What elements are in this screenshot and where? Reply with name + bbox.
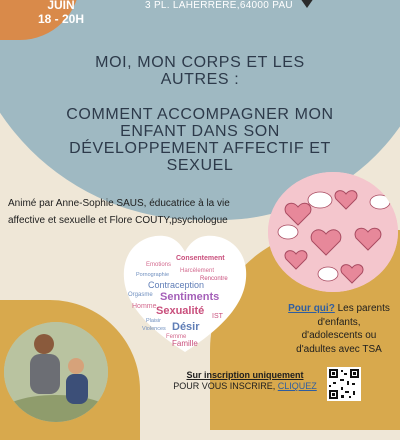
- qr-module: [353, 391, 355, 395]
- child-head: [68, 358, 84, 374]
- adult-head: [34, 334, 54, 354]
- word-rencontre: Rencontre: [200, 276, 228, 282]
- date-month: JUIN: [47, 0, 75, 12]
- registration-link[interactable]: CLIQUEZ: [277, 381, 317, 391]
- hearts-illustration: [268, 172, 398, 292]
- speech-bubble-shape: [308, 192, 332, 208]
- word-violences: Violences: [142, 326, 166, 332]
- word-contraception: Contraception: [148, 280, 205, 290]
- qr-module: [345, 391, 349, 393]
- audience-line: Les parents: [337, 303, 390, 314]
- main-title-line: MOI, MON CORPS ET LES: [95, 54, 305, 71]
- date-time: 18 - 20H: [37, 12, 85, 26]
- qr-finder-dot: [332, 372, 335, 375]
- qr-module: [352, 383, 355, 385]
- animators-text: [8, 195, 238, 229]
- qr-finder-dot: [353, 372, 356, 375]
- word-consentement: Consentement: [176, 255, 225, 262]
- word-sexualite: Sexualité: [156, 305, 205, 317]
- audience-line: d'enfants,: [317, 316, 361, 328]
- main-title-line: AUTRES :: [160, 71, 240, 88]
- registration-prompt: POUR VOUS INSCRIRE,: [173, 381, 276, 391]
- word-harcelement: Harcèlement: [180, 268, 215, 274]
- word-cloud-heart: [118, 226, 252, 360]
- parent-child-photo: [4, 322, 108, 422]
- speech-bubble-shape: [278, 225, 298, 239]
- subtitle-line: DÉVELOPPEMENT AFFECTIF ET: [69, 140, 331, 157]
- qr-finder-dot: [332, 393, 335, 396]
- qr-code[interactable]: [327, 367, 361, 401]
- word-emotions: Emotions: [146, 262, 172, 268]
- qr-module: [333, 382, 336, 384]
- word-sentiments: Sentiments: [160, 291, 220, 303]
- location-pin-icon: [300, 0, 314, 8]
- word-orgasme: Orgasme: [128, 292, 153, 298]
- registration-note: Sur inscription uniquement: [186, 370, 304, 380]
- subtitle: [0, 106, 400, 174]
- qr-module: [341, 395, 344, 398]
- word-plaisir: Plaisir: [146, 318, 161, 324]
- qr-module: [329, 385, 331, 387]
- qr-module: [340, 379, 344, 381]
- adult-body: [30, 354, 60, 394]
- word-famille: Famille: [172, 339, 198, 348]
- animators-line: Animé par Anne-Sophie SAUS, éducatrice à la vie: [8, 198, 230, 209]
- main-title: [0, 54, 400, 88]
- qr-module: [344, 373, 347, 375]
- word-femme: Femme: [166, 334, 187, 340]
- qr-module: [341, 370, 343, 372]
- registration-text: [170, 370, 320, 392]
- speech-bubble-shape: [318, 267, 338, 281]
- animators-line: affective et sexuelle et Flore COUTY,psychologue: [8, 215, 228, 226]
- subtitle-line: ENFANT DANS SON: [120, 123, 280, 140]
- subtitle-line: SEXUEL: [166, 157, 234, 174]
- audience-line: d'adultes avec TSA: [296, 343, 382, 355]
- word-homme: Homme: [132, 303, 157, 310]
- word-pornographie: Pornographie: [136, 272, 170, 278]
- word-desir: Désir: [172, 321, 200, 333]
- speech-bubble-shape: [370, 195, 390, 209]
- event-address: 3 PL. LAHERRÈRE,64000 PAU: [145, 0, 293, 11]
- audience-question: Pour qui?: [288, 303, 335, 314]
- qr-module: [341, 387, 343, 390]
- word-ist: IST: [212, 313, 223, 320]
- qr-module: [349, 396, 351, 398]
- audience-line: d'adolescents ou: [301, 330, 377, 341]
- event-date: [32, 0, 90, 26]
- subtitle-line: COMMENT ACCOMPAGNER MON: [66, 106, 334, 123]
- qr-module: [347, 381, 349, 385]
- audience-text: [278, 302, 400, 356]
